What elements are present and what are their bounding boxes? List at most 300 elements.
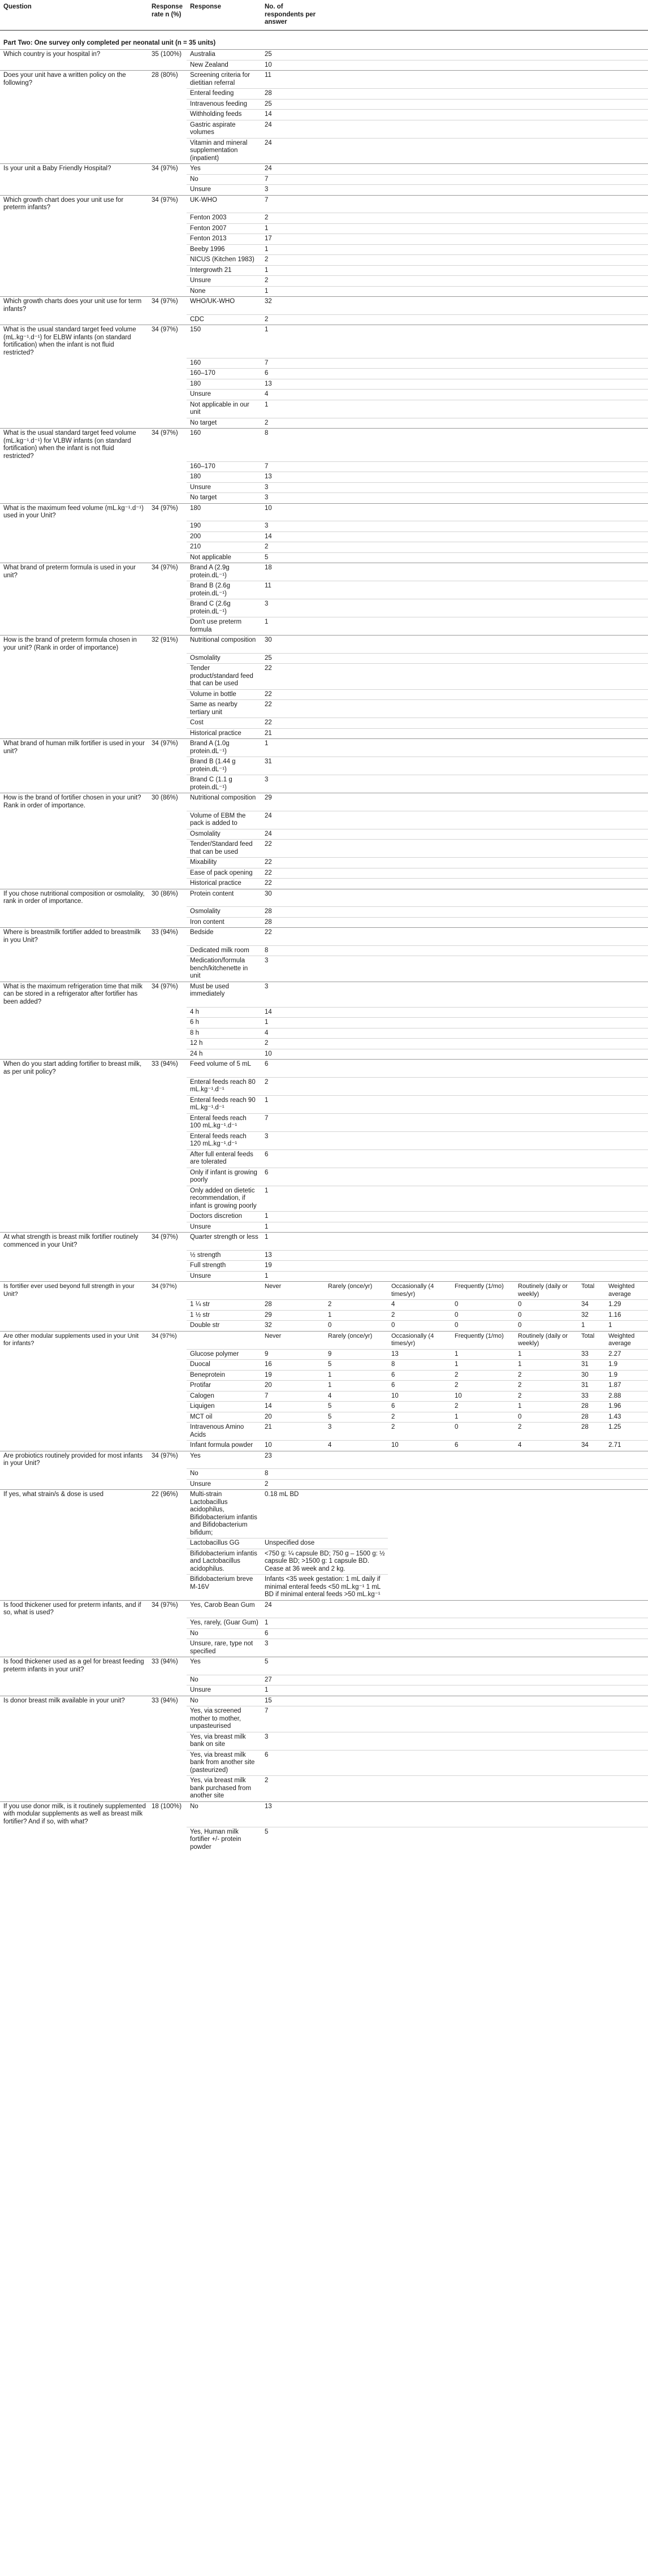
question-text xyxy=(0,521,148,532)
frequency-value: 16 xyxy=(261,1360,325,1371)
table-row xyxy=(0,1412,648,1423)
response-rate xyxy=(148,472,187,483)
frequency-value: 28 xyxy=(578,1402,605,1412)
question-text xyxy=(0,1186,148,1212)
question-text: Which growth charts does your unit use for term infants? xyxy=(0,297,148,315)
question-text xyxy=(0,581,148,599)
response-rate: 34 (97%) xyxy=(148,429,187,462)
header-question: Question xyxy=(0,0,148,30)
response-rate: 28 (80%) xyxy=(148,71,187,89)
response-rate xyxy=(148,213,187,224)
response-rate xyxy=(148,1360,187,1371)
response-rate xyxy=(148,138,187,164)
respondent-count: 11 xyxy=(261,581,648,599)
question-text xyxy=(0,1628,148,1639)
frequency-value: 33 xyxy=(578,1391,605,1402)
question-text xyxy=(0,653,148,664)
table-row xyxy=(0,1261,648,1272)
response-rate xyxy=(148,542,187,553)
respondent-count: 3 xyxy=(261,1131,648,1149)
table-row xyxy=(0,1095,648,1113)
question-text xyxy=(0,1095,148,1113)
response-option: 6 h xyxy=(187,1018,261,1028)
table-row xyxy=(0,757,648,775)
response-rate: 33 (94%) xyxy=(148,1696,187,1706)
table-row xyxy=(0,521,648,532)
table-row xyxy=(0,1827,648,1852)
frequency-value: 1 xyxy=(451,1412,515,1423)
respondent-count: 14 xyxy=(261,110,648,120)
response-rate xyxy=(148,400,187,418)
question-text xyxy=(0,244,148,255)
frequency-value: 1 xyxy=(451,1349,515,1360)
respondent-count: 10 xyxy=(261,503,648,521)
frequency-value: 32 xyxy=(261,1321,325,1332)
table-row xyxy=(0,390,648,400)
frequency-value: 0 xyxy=(515,1300,578,1311)
response-option: 1 ½ str xyxy=(187,1310,261,1321)
question-text xyxy=(0,286,148,297)
table-row xyxy=(0,1077,648,1095)
question-text xyxy=(0,718,148,729)
response-rate: 35 (100%) xyxy=(148,50,187,60)
response-rate xyxy=(148,1538,187,1549)
response-rate: 30 (86%) xyxy=(148,889,187,907)
response-rate xyxy=(148,1549,187,1575)
response-rate xyxy=(148,1732,187,1750)
table-row xyxy=(0,60,648,71)
response-rate xyxy=(148,89,187,100)
respondent-count: 1 xyxy=(261,325,648,358)
frequency-header-row xyxy=(0,1331,648,1349)
response-option: Brand B (2.6g protein.dL⁻¹) xyxy=(187,581,261,599)
response-rate xyxy=(148,265,187,276)
response-option: Brand B (1.44 g protein.dL⁻¹) xyxy=(187,757,261,775)
response-rate xyxy=(148,521,187,532)
respondent-count: 2 xyxy=(261,255,648,266)
respondent-count: 1 xyxy=(261,1222,648,1233)
question-text: Is fortifier ever used beyond full strength in your Unit? xyxy=(0,1282,148,1300)
table-row xyxy=(0,71,648,89)
probiotic-dose: Infants <35 week gestation: 1 mL daily if minimal enteral feeds <50 mL.kg⁻¹ 1 mL BD if minimal enteral feeds >50 mL.kg⁻¹ xyxy=(261,1575,388,1601)
table-row xyxy=(0,369,648,379)
question-text xyxy=(0,1271,148,1282)
frequency-value: 6 xyxy=(388,1370,451,1381)
table-row xyxy=(0,829,648,840)
response-option: No xyxy=(187,1628,261,1639)
response-rate xyxy=(148,1750,187,1776)
table-row xyxy=(0,700,648,718)
response-rate xyxy=(148,858,187,868)
question-text xyxy=(0,1827,148,1852)
question-text: If you chose nutritional composition or osmolality, rank in order of importance. xyxy=(0,889,148,907)
response-rate xyxy=(148,581,187,599)
response-rate: 22 (96%) xyxy=(148,1490,187,1538)
respondent-count: 7 xyxy=(261,195,648,213)
frequency-value: 1 xyxy=(515,1360,578,1371)
response-option: Volume of EBM the pack is added to xyxy=(187,811,261,829)
respondent-count: 22 xyxy=(261,868,648,879)
table-row xyxy=(0,1675,648,1685)
frequency-value: 10 xyxy=(261,1441,325,1451)
response-option: Liquigen xyxy=(187,1402,261,1412)
frequency-value: 31 xyxy=(578,1381,605,1391)
table-row xyxy=(0,1300,648,1311)
frequency-value: 0 xyxy=(451,1310,515,1321)
question-text xyxy=(0,314,148,325)
question-text: What is the maximum feed volume (mL.kg⁻¹.d⁻¹) used in your Unit? xyxy=(0,503,148,521)
response-rate: 34 (97%) xyxy=(148,1282,187,1300)
response-option: Yes xyxy=(187,164,261,175)
response-rate xyxy=(148,718,187,729)
frequency-value: 4 xyxy=(515,1441,578,1451)
table-row xyxy=(0,1310,648,1321)
question-text: Are other modular supplements used in your Unit for infants? xyxy=(0,1331,148,1349)
question-text xyxy=(0,1685,148,1696)
response-option xyxy=(187,1282,261,1300)
response-option: Gastric aspirate volumes xyxy=(187,120,261,138)
response-rate xyxy=(148,60,187,71)
frequency-value: 1.43 xyxy=(605,1412,648,1423)
question-text xyxy=(0,552,148,563)
response-rate xyxy=(148,1168,187,1186)
question-text: What brand of human milk fortifier is used in your unit? xyxy=(0,739,148,757)
frequency-value: 28 xyxy=(261,1300,325,1311)
question-text xyxy=(0,917,148,928)
question-text xyxy=(0,1077,148,1095)
question-text: When do you start adding fortifier to breast milk, as per unit policy? xyxy=(0,1060,148,1078)
question-text xyxy=(0,1028,148,1039)
table-row xyxy=(0,1381,648,1391)
frequency-value: 1.29 xyxy=(605,1300,648,1311)
question-text: What brand of preterm formula is used in your unit? xyxy=(0,563,148,581)
response-option: Yes xyxy=(187,1657,261,1675)
respondent-count: 1 xyxy=(261,1095,648,1113)
response-option: Duocal xyxy=(187,1360,261,1371)
frequency-value: 0 xyxy=(515,1321,578,1332)
response-rate xyxy=(148,1113,187,1131)
response-rate xyxy=(148,907,187,918)
response-rate xyxy=(148,700,187,718)
response-rate xyxy=(148,1049,187,1060)
frequency-value: 1 xyxy=(605,1321,648,1332)
question-text xyxy=(0,945,148,956)
respondent-count: 22 xyxy=(261,928,648,946)
question-text xyxy=(0,1538,148,1549)
frequency-value: 3 xyxy=(325,1423,388,1441)
respondent-count: 5 xyxy=(261,552,648,563)
respondent-count: 2 xyxy=(261,542,648,553)
table-row xyxy=(0,1149,648,1168)
frequency-value: 7 xyxy=(261,1391,325,1402)
question-text xyxy=(0,840,148,858)
table-row xyxy=(0,1186,648,1212)
frequency-column-header: Routinely (daily or weekly) xyxy=(515,1331,578,1349)
response-rate xyxy=(148,1028,187,1039)
respondent-count: 15 xyxy=(261,1696,648,1706)
table-row xyxy=(0,879,648,889)
table-row xyxy=(0,234,648,245)
respondent-count: 24 xyxy=(261,138,648,164)
response-rate xyxy=(148,1639,187,1657)
respondent-count: 1 xyxy=(261,1018,648,1028)
table-row xyxy=(0,1423,648,1441)
respondent-count: 3 xyxy=(261,599,648,617)
response-rate xyxy=(148,1321,187,1332)
table-row xyxy=(0,1049,648,1060)
question-text xyxy=(0,1113,148,1131)
response-option: Enteral feeds reach 100 mL.kg⁻¹.d⁻¹ xyxy=(187,1113,261,1131)
question-text xyxy=(0,542,148,553)
question-text xyxy=(0,472,148,483)
response-option: Unsure xyxy=(187,1685,261,1696)
table-row xyxy=(0,1060,648,1078)
response-option: 180 xyxy=(187,503,261,521)
empty-cell xyxy=(388,1490,648,1538)
respondent-count: 2 xyxy=(261,1776,648,1802)
response-option: Brand C (2.6g protein.dL⁻¹) xyxy=(187,599,261,617)
table-row xyxy=(0,811,648,829)
probiotic-strain: Bifidobacterium infantis and Lactobacillus acidophilus. xyxy=(187,1549,261,1575)
probiotic-strain: Lactobacillus GG xyxy=(187,1538,261,1549)
response-rate xyxy=(148,1575,187,1601)
respondent-count: 1 xyxy=(261,739,648,757)
table-row xyxy=(0,599,648,617)
table-row xyxy=(0,482,648,493)
frequency-value: 2 xyxy=(515,1423,578,1441)
table-row xyxy=(0,1349,648,1360)
probiotic-dose: Unspecified dose xyxy=(261,1538,388,1549)
response-option: Mixability xyxy=(187,858,261,868)
response-option: Dedicated milk room xyxy=(187,945,261,956)
respondent-count: 3 xyxy=(261,521,648,532)
table-row xyxy=(0,542,648,553)
probiotic-dose: <750 g: ¼ capsule BD; 750 g – 1500 g: ½ capsule BD; >1500 g: 1 capsule BD. Cease at 36 week and 2 kg. xyxy=(261,1549,388,1575)
question-text xyxy=(0,461,148,472)
response-rate xyxy=(148,390,187,400)
frequency-column-header: Rarely (once/yr) xyxy=(325,1282,388,1300)
frequency-value: 28 xyxy=(578,1412,605,1423)
response-option: Bedside xyxy=(187,928,261,946)
response-option: Yes, Carob Bean Gum xyxy=(187,1600,261,1618)
table-row xyxy=(0,138,648,164)
response-option: Fenton 2003 xyxy=(187,213,261,224)
table-row xyxy=(0,739,648,757)
frequency-header-row xyxy=(0,1282,648,1300)
frequency-value: 1.87 xyxy=(605,1381,648,1391)
respondent-count: 4 xyxy=(261,1028,648,1039)
response-rate xyxy=(148,1271,187,1282)
respondent-count: 25 xyxy=(261,653,648,664)
respondent-count: 2 xyxy=(261,1077,648,1095)
respondent-count: 8 xyxy=(261,945,648,956)
frequency-value: 10 xyxy=(388,1441,451,1451)
respondent-count: 1 xyxy=(261,1212,648,1222)
question-text xyxy=(0,1412,148,1423)
table-row xyxy=(0,664,648,690)
respondent-count: 14 xyxy=(261,1007,648,1018)
table-row xyxy=(0,276,648,287)
respondent-count: 11 xyxy=(261,71,648,89)
table-row xyxy=(0,636,648,654)
question-text: Is food thickener used for preterm infants, and if so, what is used? xyxy=(0,1600,148,1618)
empty-cell xyxy=(388,1538,648,1549)
response-rate xyxy=(148,757,187,775)
respondent-count: 19 xyxy=(261,1261,648,1272)
response-option: Osmolality xyxy=(187,653,261,664)
frequency-value: 20 xyxy=(261,1412,325,1423)
frequency-value: 4 xyxy=(325,1391,388,1402)
response-option: Yes, via breast milk bank from another site (pasteurized) xyxy=(187,1750,261,1776)
response-option: Fenton 2013 xyxy=(187,234,261,245)
table-row xyxy=(0,907,648,918)
table-row xyxy=(0,889,648,907)
question-text xyxy=(0,757,148,775)
question-text xyxy=(0,956,148,982)
response-rate xyxy=(148,223,187,234)
table-row xyxy=(0,868,648,879)
question-text xyxy=(0,728,148,739)
response-rate: 34 (97%) xyxy=(148,739,187,757)
response-rate xyxy=(148,1827,187,1852)
header-respondent-count: No. of respondents per answer xyxy=(261,0,325,30)
response-rate xyxy=(148,1149,187,1168)
respondent-count: 27 xyxy=(261,1675,648,1685)
question-text xyxy=(0,868,148,879)
response-rate xyxy=(148,314,187,325)
response-rate: 34 (97%) xyxy=(148,297,187,315)
frequency-column-header: Occasionally (4 times/yr) xyxy=(388,1282,451,1300)
respondent-count: 3 xyxy=(261,775,648,793)
respondent-count: 7 xyxy=(261,358,648,369)
response-rate xyxy=(148,174,187,185)
respondent-count: 2 xyxy=(261,276,648,287)
table-row xyxy=(0,531,648,542)
response-option: Unsure xyxy=(187,276,261,287)
response-rate xyxy=(148,531,187,542)
response-option: Quarter strength or less xyxy=(187,1233,261,1251)
question-text xyxy=(0,110,148,120)
table-row xyxy=(0,1732,648,1750)
response-option: No xyxy=(187,174,261,185)
response-option: NICUS (Kitchen 1983) xyxy=(187,255,261,266)
response-rate xyxy=(148,811,187,829)
respondent-count: 28 xyxy=(261,89,648,100)
frequency-value: 1 xyxy=(325,1310,388,1321)
table-row xyxy=(0,581,648,599)
frequency-value: 6 xyxy=(388,1402,451,1412)
response-rate xyxy=(148,1441,187,1451)
response-option: Nutritional composition xyxy=(187,793,261,811)
frequency-value: 30 xyxy=(578,1370,605,1381)
table-row xyxy=(0,1168,648,1186)
question-text xyxy=(0,1149,148,1168)
response-option: Fenton 2007 xyxy=(187,223,261,234)
frequency-value: 2 xyxy=(451,1402,515,1412)
response-option: Ease of pack opening xyxy=(187,868,261,879)
response-option: Withholding feeds xyxy=(187,110,261,120)
question-text xyxy=(0,1168,148,1186)
response-rate xyxy=(148,879,187,889)
table-row xyxy=(0,1360,648,1371)
question-text xyxy=(0,858,148,868)
respondent-count: 29 xyxy=(261,793,648,811)
table-row xyxy=(0,110,648,120)
respondent-count: 1 xyxy=(261,223,648,234)
frequency-column-header: Weighted average xyxy=(605,1282,648,1300)
frequency-value: 2 xyxy=(451,1370,515,1381)
response-rate xyxy=(148,1250,187,1261)
question-text xyxy=(0,1549,148,1575)
table-row xyxy=(0,1600,648,1618)
table-row xyxy=(0,1657,648,1675)
question-text: Is donor breast milk available in your unit? xyxy=(0,1696,148,1706)
response-rate xyxy=(148,1212,187,1222)
response-rate xyxy=(148,1402,187,1412)
question-text xyxy=(0,1479,148,1490)
table-row xyxy=(0,400,648,418)
question-text: What is the usual standard target feed volume (mL.kg⁻¹.d⁻¹) for VLBW infants (on standard fortification) when the infant is not fluid restricted? xyxy=(0,429,148,462)
table-row xyxy=(0,286,648,297)
respondent-count: 24 xyxy=(261,164,648,175)
frequency-column-header: Never xyxy=(261,1282,325,1300)
respondent-count: 22 xyxy=(261,689,648,700)
respondent-count: 2 xyxy=(261,314,648,325)
response-rate: 34 (97%) xyxy=(148,164,187,175)
respondent-count: 28 xyxy=(261,907,648,918)
table-row xyxy=(0,1750,648,1776)
respondent-count: 24 xyxy=(261,120,648,138)
table-row xyxy=(0,858,648,868)
respondent-count: 22 xyxy=(261,718,648,729)
response-rate xyxy=(148,99,187,110)
question-text xyxy=(0,1441,148,1451)
response-rate xyxy=(148,276,187,287)
table-row xyxy=(0,503,648,521)
response-rate: 32 (91%) xyxy=(148,636,187,654)
frequency-value: 2.88 xyxy=(605,1391,648,1402)
table-row xyxy=(0,793,648,811)
respondent-count: 2 xyxy=(261,1039,648,1049)
response-option: Unsure xyxy=(187,1222,261,1233)
response-option: Same as nearby tertiary unit xyxy=(187,700,261,718)
question-text xyxy=(0,599,148,617)
response-option: No xyxy=(187,1696,261,1706)
respondent-count: 1 xyxy=(261,1618,648,1629)
frequency-value: 13 xyxy=(388,1349,451,1360)
response-option: Intravenous feeding xyxy=(187,99,261,110)
respondent-count: 18 xyxy=(261,563,648,581)
table-row xyxy=(0,1370,648,1381)
response-rate xyxy=(148,1776,187,1802)
question-text xyxy=(0,617,148,636)
response-rate xyxy=(148,255,187,266)
question-text xyxy=(0,1732,148,1750)
response-option: 8 h xyxy=(187,1028,261,1039)
response-rate xyxy=(148,599,187,617)
question-text xyxy=(0,531,148,542)
question-text: Are probiotics routinely provided for most infants in your Unit? xyxy=(0,1451,148,1469)
frequency-column-header: Routinely (daily or weekly) xyxy=(515,1282,578,1300)
frequency-value: 9 xyxy=(261,1349,325,1360)
respondent-count: 1 xyxy=(261,1186,648,1212)
response-option: 160 xyxy=(187,358,261,369)
table-row xyxy=(0,1131,648,1149)
response-rate xyxy=(148,482,187,493)
response-option: Must be used immediately xyxy=(187,982,261,1007)
respondent-count: 8 xyxy=(261,1469,648,1480)
response-option: UK-WHO xyxy=(187,195,261,213)
